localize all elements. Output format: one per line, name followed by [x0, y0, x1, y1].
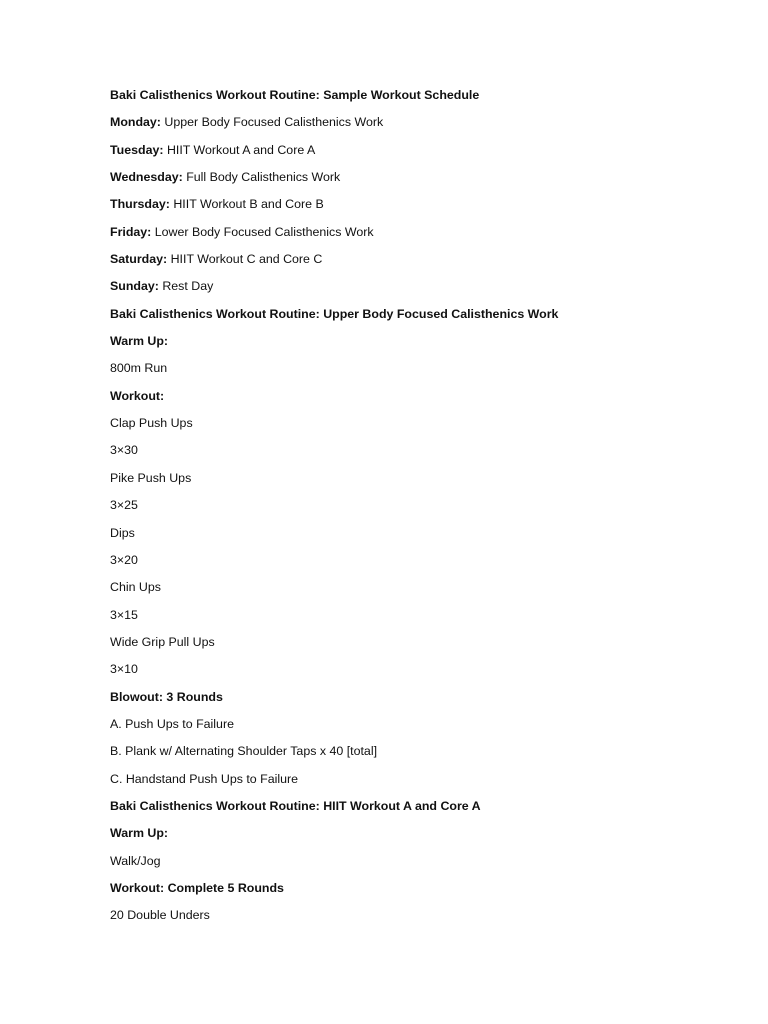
exercise-name: Chin Ups: [110, 580, 161, 595]
day-label: Tuesday:: [110, 142, 164, 157]
day-label: Monday:: [110, 115, 161, 130]
day-activity: HIIT Workout A and Core A: [166, 142, 316, 157]
schedule-day-sunday: [110, 277, 730, 304]
warmup-value: 800m Run: [110, 361, 168, 376]
exercise-sets: 3×30: [110, 443, 138, 458]
day-label: Sunday:: [110, 279, 159, 294]
day-label: Thursday:: [110, 197, 170, 212]
document-body: [110, 86, 730, 934]
exercise-name: Dips: [110, 525, 135, 540]
hiit-a-workout-label: Workout: Complete 5 Rounds: [110, 880, 284, 895]
blowout-item: A. Push Ups to Failure: [110, 716, 234, 731]
hiit-a-warmup-value: Walk/Jog: [110, 853, 161, 868]
schedule-day-tuesday: [110, 141, 730, 168]
exercise-sets: 3×10: [110, 662, 138, 677]
warmup-label: Warm Up:: [110, 334, 169, 349]
day-activity: Upper Body Focused Calisthenics Work: [164, 115, 384, 130]
schedule-day-thursday: [110, 195, 730, 222]
upper-body-heading: Baki Calisthenics Workout Routine: Upper Body Focused Calisthenics Work: [110, 306, 559, 321]
hiit-a-warmup-label: Warm Up:: [110, 826, 169, 841]
day-activity: HIIT Workout B and Core B: [173, 197, 324, 212]
hiit-a-first-item: 20 Double Unders: [110, 908, 210, 923]
exercise-sets: 3×20: [110, 552, 138, 567]
workout-label: Workout:: [110, 388, 165, 403]
day-label: Saturday:: [110, 252, 168, 267]
hiit-a-heading: Baki Calisthenics Workout Routine: HIIT Workout A and Core A: [110, 798, 481, 813]
blowout-item: B. Plank w/ Alternating Shoulder Taps x 40 [total]: [110, 744, 378, 759]
exercise-sets: 3×25: [110, 498, 138, 513]
day-activity: Lower Body Focused Calisthenics Work: [154, 224, 374, 239]
day-label: Friday:: [110, 224, 152, 239]
schedule-day-friday: [110, 223, 730, 250]
day-activity: Full Body Calisthenics Work: [186, 170, 341, 185]
blowout-item: C. Handstand Push Ups to Failure: [110, 771, 299, 786]
day-activity: HIIT Workout C and Core C: [170, 252, 323, 267]
schedule-day-monday: [110, 113, 730, 140]
schedule-day-wednesday: [110, 168, 730, 195]
exercise-name: Pike Push Ups: [110, 470, 192, 485]
exercise-name: Wide Grip Pull Ups: [110, 634, 215, 649]
day-label: Wednesday:: [110, 170, 183, 185]
exercise-name: Clap Push Ups: [110, 416, 193, 431]
exercise-sets: 3×15: [110, 607, 138, 622]
schedule-day-saturday: [110, 250, 730, 277]
blowout-label: Blowout: 3 Rounds: [110, 689, 223, 704]
day-activity: Rest Day: [162, 279, 214, 294]
schedule-heading: Baki Calisthenics Workout Routine: Sample Workout Schedule: [110, 88, 480, 102]
